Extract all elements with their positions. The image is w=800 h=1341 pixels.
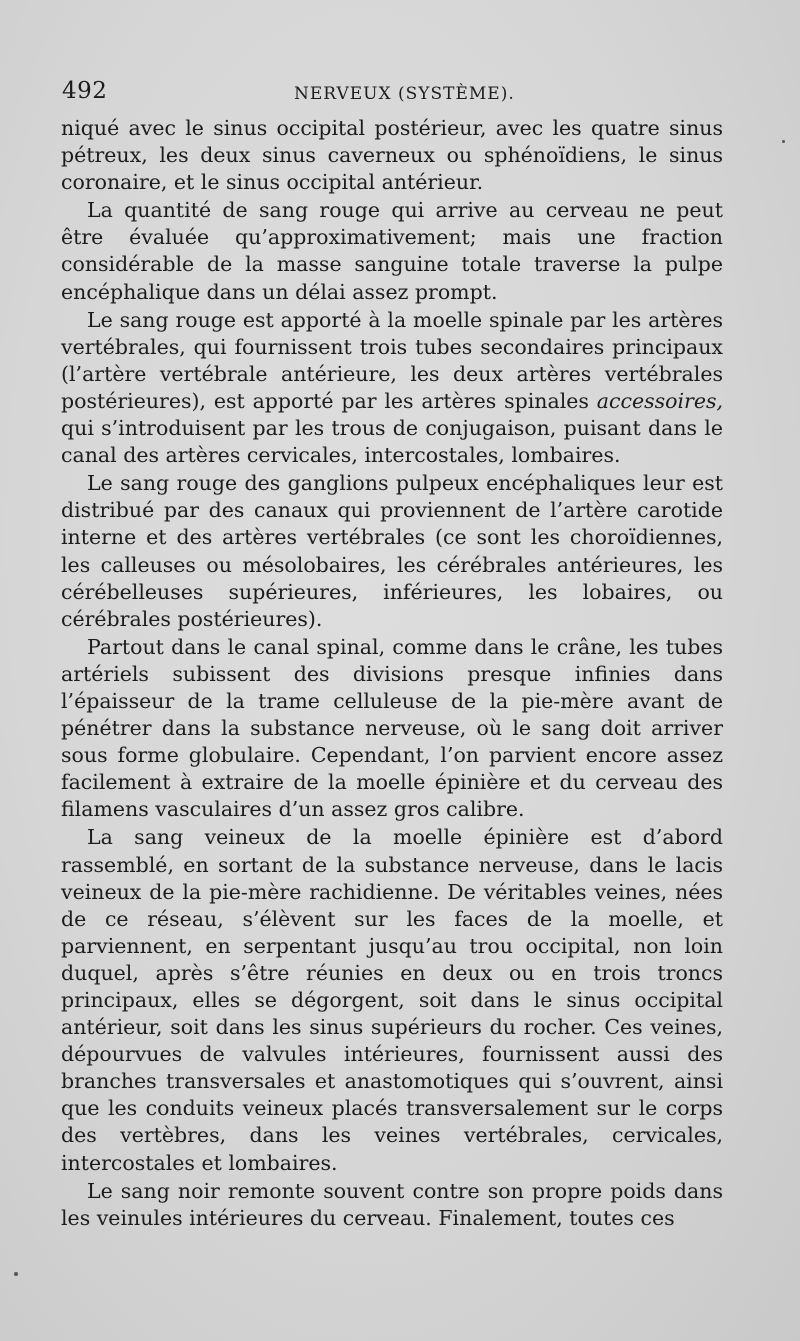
paragraph-text: Le sang rouge est apporté à la moelle spinale par les artères vertébrales, qui fournissent trois tubes secondaires principaux (l’artère vertébrale antérieure, les deux artères vertébrales postérieures), est apporté par les artères spinales — [61, 307, 723, 413]
paragraph-black-blood — [61, 1178, 723, 1232]
paragraph-text: qui s’introduisent par les trous de conjugaison, puisant dans le canal des artères cervicales, intercostales, lombaires. — [61, 416, 723, 468]
italic-word: accessoires, — [596, 388, 723, 413]
page-header — [62, 78, 722, 108]
page-number: 492 — [62, 78, 108, 104]
paragraph-quantity — [61, 197, 723, 305]
paragraph-continued — [61, 115, 723, 196]
body-text — [61, 115, 723, 1232]
paragraph-venous-blood — [61, 824, 723, 1176]
paragraph-text: Le sang noir remonte souvent contre son propre poids dans les veinules intérieures du cerveau. Finalement, toutes ces — [61, 1178, 723, 1230]
paper-speck — [14, 1272, 18, 1276]
paragraph-ganglions — [61, 470, 723, 633]
paragraph-text: La sang veineux de la moelle épinière est d’abord rassemblé, en sortant de la substance nerveuse, dans le lacis veineux de la pie-mère rachidienne. De véritables veines, nées de ce réseau, s’élèvent sur les faces de la moelle, et parviennent, en serpentant jusqu’au trou occipital, non loin duquel, après s’être réunies en deux ou en trois troncs principaux, elles se dégorgent, soit dans le sinus occipital antérieur, soit dans les sinus supérieurs du rocher. Ces veines, dépourvues de valvules intérieures, fournissent aussi des branches transversales et anastomotiques qui s’ouvrent, ainsi que les conduits veineux placés transversalement sur le corps des vertèbres, dans les veines vertébrales, cervicales, intercostales et lombaires. — [61, 825, 723, 1175]
paper-speck — [782, 140, 785, 143]
paragraph-text: La quantité de sang rouge qui arrive au cerveau ne peut être évaluée qu’approximativement; mais une fraction considérable de la masse sanguine totale traverse la pulpe encéphalique dans un délai assez prompt. — [61, 198, 723, 304]
paragraph-spinal-blood — [61, 307, 723, 470]
paragraph-text: Le sang rouge des ganglions pulpeux encéphaliques leur est distribué par des canaux qui proviennent de l’artère carotide interne et des artères vertébrales (ce sont les choroïdiennes, les calleuses ou mésolobaires, les cérébrales antérieures, les cérébelleuses supérieures, inférieures, les lobaires, ou cérébrales postérieures). — [61, 471, 723, 631]
paragraph-arterial-divisions — [61, 634, 723, 824]
paragraph-text: Partout dans le canal spinal, comme dans le crâne, les tubes artériels subissent des divisions presque infinies dans l’épaisseur de la trame celluleuse de la pie-mère avant de pénétrer dans la substance nerveuse, où le sang doit arriver sous forme globulaire. Cependant, l’on parvient encore assez facilement à extraire de la moelle épinière et du cerveau des filamens vasculaires d’un assez gros calibre. — [61, 634, 723, 822]
paragraph-text: niqué avec le sinus occipital postérieur, avec les quatre sinus pétreux, les deux sinus caverneux ou sphénoïdiens, le sinus coronaire, et le sinus occipital antérieur. — [61, 116, 723, 195]
running-title: NERVEUX (SYSTÈME). — [294, 84, 515, 104]
